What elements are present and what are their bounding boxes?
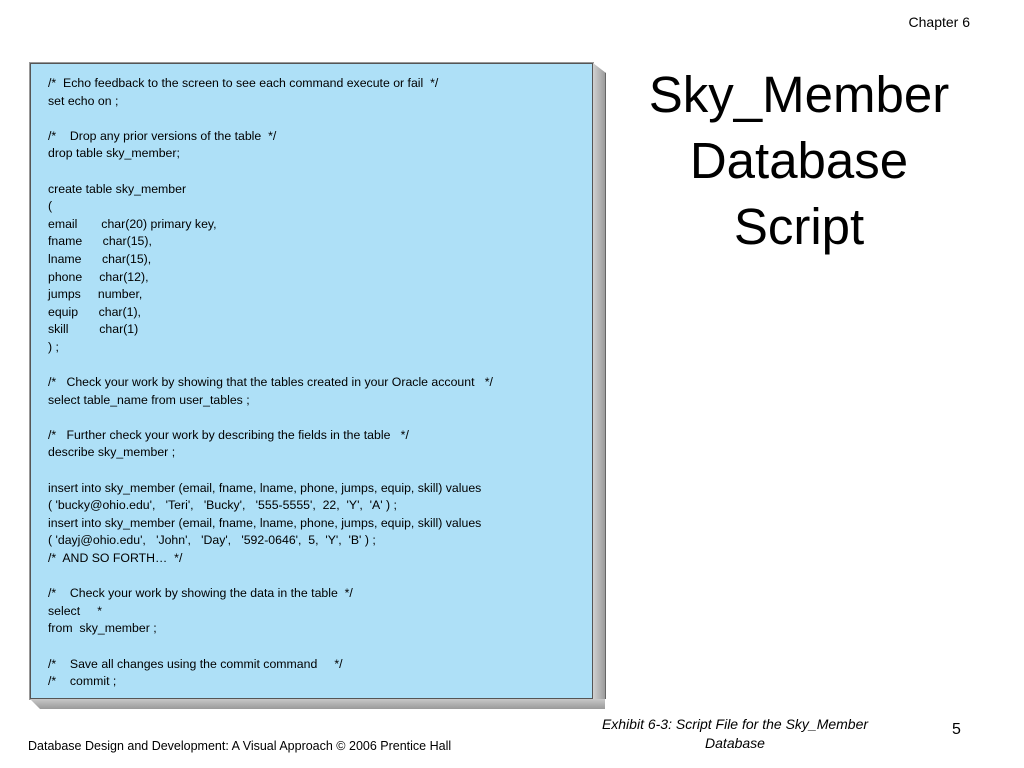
code-line (48, 409, 584, 427)
code-line: skill char(1) (48, 322, 139, 337)
code-line: insert into sky_member (email, fname, lname, phone, jumps, equip, skill) values (48, 480, 482, 495)
code-line: insert into sky_member (email, fname, lname, phone, jumps, equip, skill) values (48, 515, 482, 530)
code-line: describe sky_member ; (48, 445, 176, 460)
code-line (48, 357, 584, 375)
script-listing-box (30, 63, 593, 699)
code-line: equip char(1), (48, 304, 141, 319)
code-line (48, 163, 584, 181)
exhibit-caption (560, 715, 910, 753)
code-line: lname char(15), (48, 251, 152, 266)
code-line (48, 568, 584, 586)
box-bevel-bottom (30, 699, 605, 709)
code-line: /* Echo feedback to the screen to see each command execute or fail */ (48, 76, 439, 90)
code-line: email char(20) primary key, (48, 216, 217, 231)
code-line: set echo on ; (48, 93, 119, 108)
code-line: /* Further check your work by describing the fields in the table */ (48, 427, 409, 442)
code-line: ( (48, 199, 53, 214)
script-code (48, 75, 584, 691)
code-line: /* AND SO FORTH… */ (48, 551, 183, 566)
code-line: drop table sky_member; (48, 146, 180, 161)
code-line: /* Check your work by showing the data in the table */ (48, 586, 353, 601)
title-line: Database (689, 132, 909, 189)
code-line: ) ; (48, 339, 59, 354)
box-bevel-right (593, 63, 606, 699)
code-line: create table sky_member (48, 181, 187, 196)
caption-line: Exhibit 6-3: Script File for the Sky_Member (601, 716, 869, 732)
chapter-label: Chapter 6 (908, 14, 970, 30)
code-line: /* Check your work by showing that the tables created in your Oracle account */ (48, 375, 493, 390)
code-line: /* Save all changes using the commit command */ (48, 656, 343, 671)
code-line (48, 638, 584, 656)
code-line: /* Drop any prior versions of the table */ (48, 128, 277, 143)
code-line: ( 'dayj@ohio.edu', 'John', 'Day', '592-0646', 5, 'Y', 'B' ) ; (48, 533, 376, 548)
slide-title (610, 62, 988, 260)
title-line: Sky_Member (648, 66, 950, 123)
code-line: select * (48, 603, 102, 618)
title-line: Script (733, 198, 865, 255)
caption-line: Database (705, 735, 765, 751)
code-line (48, 462, 584, 480)
code-line (48, 110, 584, 128)
code-line: jumps number, (48, 287, 143, 302)
code-line: from sky_member ; (48, 621, 157, 636)
code-line: fname char(15), (48, 234, 152, 249)
footer-text: Database Design and Development: A Visual Approach © 2006 Prentice Hall (28, 739, 452, 753)
code-line: ( 'bucky@ohio.edu', 'Teri', 'Bucky', '555-5555', 22, 'Y', 'A' ) ; (48, 498, 397, 513)
code-line: phone char(12), (48, 269, 149, 284)
code-line: select table_name from user_tables ; (48, 392, 250, 407)
page-number: 5 (952, 721, 961, 738)
code-line: /* commit ; (48, 674, 117, 689)
